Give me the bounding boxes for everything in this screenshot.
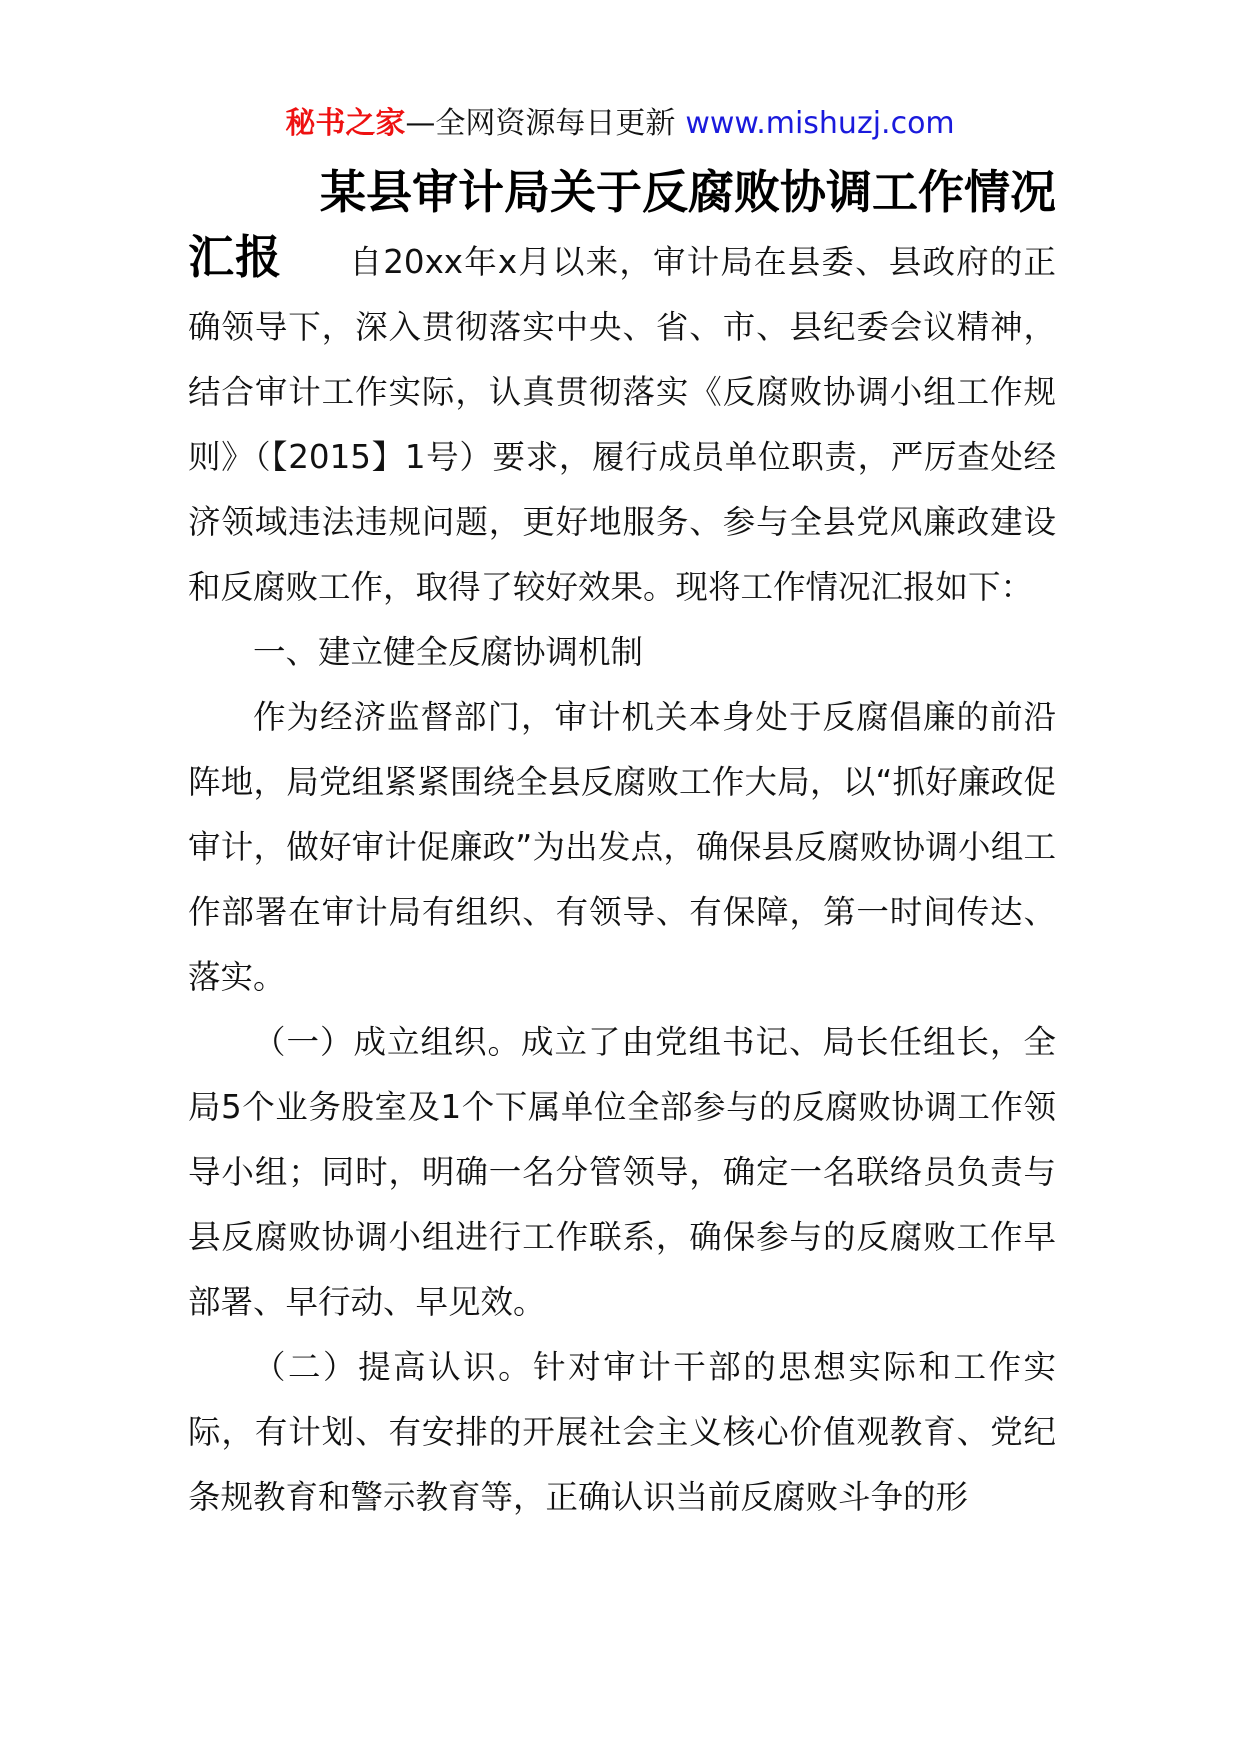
subsection1-paragraph: （一）成立组织。成立了由党组书记、局长任组长，全局5个业务股室及1个下属单位全部参与的反腐败协调工作领导小组；同时，明确一名分管领导，确定一名联络员负责与县反腐败协调小组进行工作联系，确保参与的反腐败工作早部署、早行动、早见效。 xyxy=(188,1023,1056,1321)
site-url-link[interactable]: www.mishuzj.com xyxy=(685,106,955,141)
site-brand: 秘书之家 xyxy=(285,106,406,141)
document-title-line2: 汇报 xyxy=(188,230,283,284)
subsection2-paragraph: （二）提高认识。针对审计干部的思想实际和工作实际，有计划、有安排的开展社会主义核心价值观教育、党纪条规教育和警示教育等，正确认识当前反腐败斗争的形 xyxy=(188,1348,1056,1516)
title-and-intro xyxy=(188,160,1056,620)
site-header xyxy=(0,102,1240,146)
section1-heading: 一、建立健全反腐协调机制 xyxy=(253,633,644,671)
document-title-line1: 某县审计局关于反腐败协调工作情况 xyxy=(320,165,1056,219)
document-body xyxy=(188,160,1056,1530)
intro-paragraph: 自20xx年x月以来，审计局在县委、县政府的正确领导下，深入贯彻落实中央、省、市、县纪委会议精神，结合审计工作实际，认真贯彻落实《反腐败协调小组工作规则》（【2015】1号）要求，履行成员单位职责，严厉查处经济领域违法违规问题，更好地服务、参与全县党风廉政建设和反腐败工作，取得了较好效果。现将工作情况汇报如下： xyxy=(188,243,1056,606)
section1-paragraph: 作为经济监督部门，审计机关本身处于反腐倡廉的前沿阵地，局党组紧紧围绕全县反腐败工作大局，以“抓好廉政促审计，做好审计促廉政”为出发点，确保县反腐败协调小组工作部署在审计局有组织、有领导、有保障，第一时间传达、落实。 xyxy=(188,698,1056,996)
site-tagline: —全网资源每日更新 xyxy=(405,106,676,141)
